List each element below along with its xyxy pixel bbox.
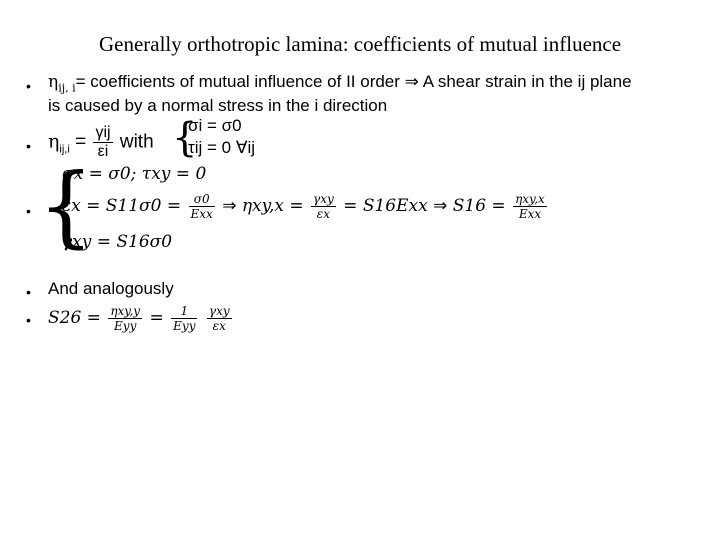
eta-eq: ηxy,x = — [241, 196, 304, 216]
frac-den: Eyy — [114, 319, 137, 333]
frac-den: εx — [316, 207, 331, 221]
sigma-over-e — [189, 192, 215, 221]
definition-consequence: A shear strain in the ij plane — [418, 72, 632, 91]
bullet-5: • — [26, 312, 31, 328]
with-word: with — [119, 131, 154, 153]
gamma-over-eps — [311, 192, 336, 221]
frac-num: ηxy,x — [515, 192, 545, 206]
one-over-eyy — [171, 304, 197, 333]
frac-num: 1 — [171, 304, 197, 319]
bullet-3: • — [26, 203, 31, 219]
left-brace-large: { — [38, 154, 94, 257]
eta-symbol-2: η — [48, 130, 60, 153]
equals-sign-2: = — [149, 308, 164, 328]
bullet-1: • — [26, 78, 31, 94]
frac-num: γxy — [313, 192, 334, 206]
definition-text: = coefficients of mutual influence of II order — [75, 72, 405, 91]
frac-den: εx — [212, 319, 226, 333]
frac-den: Eyy — [173, 319, 196, 333]
s26-equation — [48, 304, 234, 333]
equals-sign: = — [75, 131, 87, 153]
gamma-over-epsilon — [93, 124, 112, 161]
s16-e-eq: = S16Exx — [343, 196, 428, 216]
frac-num: γxy — [208, 304, 230, 318]
system-row-1: σx = σ0; τxy = 0 — [62, 164, 207, 184]
frac-num: σ0 — [189, 192, 215, 207]
eta-over-e — [513, 192, 547, 221]
eta-subscript-2: ij,i — [59, 143, 70, 156]
condition-1: σi = σ0 — [188, 116, 242, 135]
frac-num: γij — [95, 124, 111, 141]
analogously-text: And analogously — [48, 279, 174, 298]
slide-title: Generally orthotropic lamina: coefficients of mutual influence — [98, 32, 622, 56]
bullet-4: • — [26, 284, 31, 300]
s26-eq: S26 = — [48, 308, 101, 328]
system-row-2 — [62, 192, 549, 221]
strain-eq: εx = S11σ0 = — [62, 196, 182, 216]
frac-den: Exx — [518, 207, 542, 221]
eta-subscript: ij, i — [58, 81, 76, 95]
left-brace-small: { — [172, 115, 198, 161]
bullet-2: • — [26, 138, 31, 154]
system-row-3: γxy = S16σ0 — [62, 232, 173, 252]
frac-den: Exx — [190, 207, 213, 221]
implies-arrow-2: ⇒ — [222, 196, 237, 216]
gamma-over-epsx — [207, 304, 232, 333]
implies-arrow: ⇒ — [404, 72, 419, 92]
frac-num: ηxy,y — [110, 304, 141, 318]
s16-eq: S16 = — [452, 196, 506, 216]
condition-2: τij = 0 ∀ij — [188, 138, 256, 157]
eta-over-eyy — [108, 304, 142, 333]
implies-arrow-3: ⇒ — [433, 196, 448, 216]
eta-symbol: η — [48, 72, 59, 92]
frac-den: εi — [97, 143, 109, 160]
definition-line-2: is caused by a normal stress in the i direction — [48, 96, 388, 115]
definition-line — [48, 72, 632, 94]
